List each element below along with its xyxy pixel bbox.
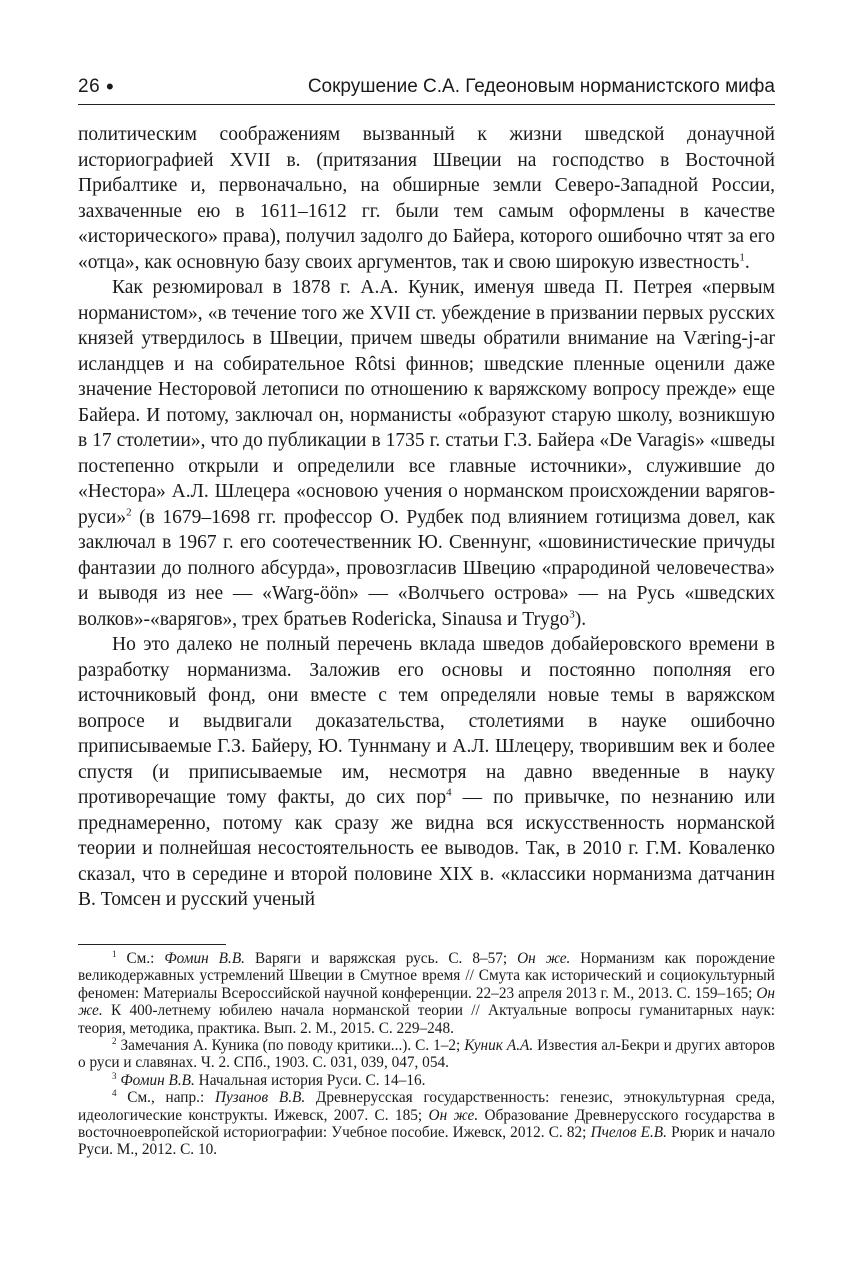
footnote-ref-4[interactable]: 4 <box>446 786 452 799</box>
footnote-4 <box>78 1089 775 1159</box>
footnote-4-text-2: Древнерусская государственность: генезис, этнокультурная среда, идеологические конструкты. Ижевск, 2007. С. 185; <box>78 1089 775 1124</box>
footnote-3-number: 3 <box>112 1070 117 1081</box>
footnote-1-ibid-1: Он же. <box>517 950 571 967</box>
footnote-1-text-4: К 400-летнему юбилею начала норманской теории // Актуальные вопросы гуманитарных наук: теория, методика, практика. Вып. 2. М., 2015. С. 229–248. <box>78 1002 775 1037</box>
footnote-ref-2[interactable]: 2 <box>126 506 132 518</box>
footnote-2-author: Куник А.А. <box>464 1037 534 1055</box>
paragraph-2-text-a: Как резюмировал в 1878 г. А.А. Куник, именуя шведа П. Петрея «первым норманистом», «в течение того же XVII ст. убеждение в призвании первых русских князей утвердилось в Швеции, причем шведы обратили внимание на Væring-j-ar исландцев и на собирательное Rôtsi финнов; шведские пленные оценили даже значение Несторовой летописи по отношению к варяжскому вопросу прежде» еще Байера. И потому, заключал он, норманисты «образуют старую школу, возникшую в 17 столетии», что до публикации в 1735 г. статьи Г.З. Байера «De Varagis» «шведы постепенно открыли и определили все главные источники», служившие до «Нестора» А.Л. Шлецера «основою учения о норманском происхождении варягов-руси» <box>78 277 775 528</box>
page-number: 26 <box>78 76 101 97</box>
paragraph-3-text-a: Но это далеко не полный перечень вклада шведов добайеровского времени в разработку норманизма. Заложив его основы и постоянно пополняя его источниковый фонд, они вместе с тем определяли новые темы в варяжском вопросе и выдвигали доказательства, столетиями в науке ошибочно приписываемые Г.З. Байеру, Ю. Туннману и А.Л. Шлецеру, творившим век и более спустя (и приписываемые им, несмотря на давно введенные в науку противоречащие тому факты, до сих пор <box>78 634 775 808</box>
running-title: Сокрушение С.А. Гедеоновым норманистского мифа <box>307 76 775 97</box>
paragraph-3 <box>78 632 775 913</box>
footnote-ref-1[interactable]: 1 <box>739 251 745 263</box>
footnote-4-text-3: Образование Древнерусского государства в восточноевропейской историографии: Учебное пособие. Ижевск, 2012. С. 82; <box>78 1106 775 1142</box>
footnote-rule <box>78 944 226 945</box>
paragraph-3-text-b: — по привычке, по незнанию или преднамеренно, потому как сразу же видна вся искусственность норманской теории и полнейшая несостоятельность ее выводов. Так, в 2010 г. Г.М. Коваленко сказал, что в середине и второй половине XIX в. «классики норманизма датчанин В. Томсен и русский ученый <box>78 787 775 910</box>
footnote-4-text-4: Рюрик и начало Руси. М., 2012. С. 10. <box>78 1124 776 1159</box>
footnote-3-author: Фомин В.В. <box>120 1071 195 1089</box>
footnote-2-number: 2 <box>112 1035 117 1046</box>
paragraph-2-text-c: ). <box>574 608 587 630</box>
footnote-4-author-2: Пчелов Е.В. <box>590 1124 667 1142</box>
footnote-4-author: Пузанов В.В. <box>214 1089 306 1107</box>
footnote-ref-3[interactable]: 3 <box>569 608 575 620</box>
footnote-1-text-2: Варяги и варяжская русь. С. 8–57; <box>245 950 518 967</box>
bullet-separator: • <box>106 74 114 99</box>
footnote-1-number: 1 <box>112 948 117 959</box>
footnote-4-text-1: См., напр.: <box>116 1089 215 1107</box>
footnote-2-text-1: Замечания А. Куника (по поводу критики...). С. 1–2; <box>116 1037 465 1055</box>
footnote-1 <box>78 950 775 1037</box>
footnote-1-text-3: Норманизм как порождение великодержавных устремлений Швеции в Смутное время // Смута как исторический и социокультурный феномен: Материалы Всероссийской научной конференции. 22–23 апреля 2013 г. М., 2013. С. 159–165; <box>78 950 776 1002</box>
paragraph-2-text-b: (в 1679–1698 гг. профессор О. Рудбек под влиянием готицизма довел, как заключал в 1967 г. его соотечественник Ю. Свеннунг, «шовинистические причуды фантазии до полного абсурда», провозгласив Швецию «прародиной человечества» и выводя из нее — «Warg-öön» — «Волчьего острова» — на Русь «шведских волков»-«варягов», трех братьев Rodericka, Sinausa и Trygo <box>78 506 775 630</box>
paragraph-1 <box>78 122 775 275</box>
main-text <box>78 122 775 913</box>
footnote-1-ibid-2: Он же. <box>78 984 775 1020</box>
footnote-4-number: 4 <box>112 1088 117 1099</box>
footnotes <box>78 950 775 1159</box>
footnote-1-author: Фомин В.В. <box>164 950 246 967</box>
footnote-4-ibid: Он же. <box>428 1106 479 1124</box>
footnote-1-text-1: См.: <box>116 950 165 967</box>
page-header <box>78 72 775 106</box>
paragraph-1-tail: . <box>744 251 750 273</box>
footnote-3 <box>78 1072 775 1089</box>
footnote-2-text-2: Известия ал-Бекри и других авторов о руси и славянах. Ч. 2. СПб., 1903. С. 031, 039, 047, 054. <box>78 1037 775 1072</box>
footnote-2 <box>78 1037 775 1072</box>
paragraph-1-text: политическим соображениям вызванный к жизни шведской донаучной историографией XVII в. (притязания Швеции на господство в Восточной Прибалтике и, первоначально, на обширные земли Северо-Западной России, захваченные ею в 1611–1612 гг. были тем самым оформлены в качестве «исторического» права), получил задолго до Байера, которого ошибочно чтят за его «отца», как основную базу своих аргументов, так и свою широкую известность <box>78 124 775 273</box>
footnote-3-text-1: Начальная история Руси. С. 14–16. <box>194 1071 426 1089</box>
header-rule <box>78 104 775 105</box>
paragraph-2 <box>78 275 775 632</box>
